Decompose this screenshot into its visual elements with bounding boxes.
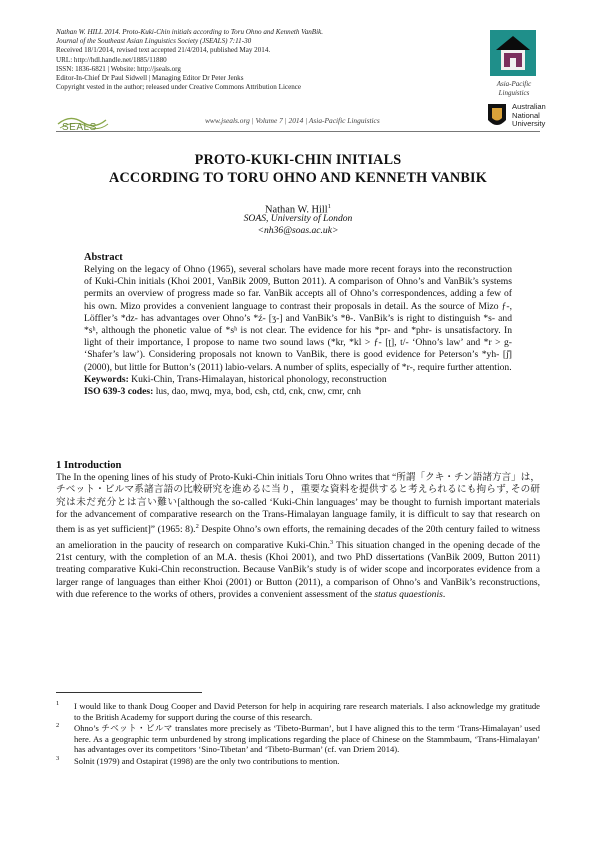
copyright-line: Copyright vested in the author; released under Creative Commons Attribution Licence — [56, 83, 302, 92]
section-heading-introduction: 1 Introduction — [56, 460, 122, 471]
footnote-number: 1 — [56, 700, 60, 707]
abstract-text: Relying on the legacy of Ohno (1965), several scholars have made more recent forays into the reconstruction of Kuki-Chin initials (Khoi 2001, VanBik 2009, Button 2011). A comparison of Ohno’s and VanBik’s systems permits an overview of progress made so far. VanBik accepts all of Ohno’s correspondences, adding a few of his own. Mizo provides a convenient language to contrast their proposals in detail. As the source of Mizo ƒ-, Löffler’s *dz- has advantages over Ohno’s *ź- [ʒ-] and VanBik’s *θ-. VanBik’s is right to distinguish *s- and *sʰ, although the phonetic value of *sʰ is not clear. The evidence for his *pr- and *phr- is unsatisfactory. In light of their importance, I propose to name two sound laws (*kr, *kl > ƒ- [ʈ], t/- ‘Ohno’s law’ and *r > g- ‘Shafer’s law’). Considering proposals not known to VanBik, there is good evidence for Peterson’s *yh- [j̊] (2000), but little for Button’s (2011) labio-velars. A number of splits, especially of *r-, require further attention. — [84, 264, 512, 373]
footnote-1 — [56, 701, 540, 722]
intro-text-3: This situation changed in the opening decade of the 21st century, with the completion of an M.A. thesis (Khoi 2001), and two PhD dissertations (VanBik 2009, Button 2011) treating comparative Kuki-Chin reconstruction. Because VanBik’s study is of wider scope and incorporates evidence from a larger range of languages than either Khoi (2001) or Button (2011), a comparison of Ohno’s and VanBik’s reconstructions, with due reference to the works of others, provides a convenient assessment of the — [56, 539, 540, 601]
intro-text-2: Despite Ohno’s own efforts, the remaining decades of the 20th century failed to witness an amelioration in the paucity of research on comparative Kuki-Chin. — [56, 524, 540, 551]
anu-line-2: National — [512, 110, 540, 120]
abstract-body — [84, 264, 512, 398]
author-affiliation — [56, 213, 540, 238]
intro-italic-term: status quaestionis — [374, 589, 443, 601]
introduction-body — [56, 472, 540, 601]
footnote-2 — [56, 723, 540, 755]
keywords-text: Kuki-Chin, Trans-Himalayan, historical phonology, reconstruction — [131, 373, 387, 385]
iso-codes-text: lus, dao, mwq, mya, bod, csh, ctd, cnk, cnw, cmr, cnh — [155, 386, 361, 398]
title-line-1: PROTO-KUKI-CHIN INITIALS — [194, 152, 402, 168]
footnote-marker-2[interactable]: 2 — [195, 523, 199, 531]
footnote-text: Solnit (1979) and Ostapirat (1998) are the only two contributions to mention. — [74, 755, 340, 766]
footnote-divider — [56, 692, 202, 693]
issn-line: ISSN: 1836-6821 | Website: http://jseals.org — [56, 64, 181, 73]
footnote-text: Ohno’s チベット・ビルマ translates more precisely as ‘Tibeto-Burman’, but I have aligned this to the term ‘Trans-Himalayan’ used here. As a geographic term unburdened by strong implications regarding the place of Chinese on the Stammbaum, ‘Trans-Himalayan’ has advantages over its competitors ‘Sino-Tibetan’ and ‘Tibeto-Burman’ (cf. van Driem 2014). — [74, 723, 540, 755]
author-footnote-marker[interactable]: 1 — [327, 203, 331, 210]
asia-pacific-label: Asia-Pacific Linguistics — [496, 80, 532, 97]
iso-codes-label: ISO 639-3 codes: — [84, 386, 154, 398]
footnote-number: 3 — [56, 754, 60, 762]
seals-logo-text: SEALS — [62, 122, 97, 133]
header-divider — [56, 131, 540, 132]
paper-title — [56, 152, 540, 187]
received-line: Received 18/1/2014, revised text accepted 21/4/2014, published May 2014. — [56, 46, 271, 55]
anu-line-3: University — [512, 119, 546, 129]
jseals-logo-icon — [490, 30, 536, 76]
author-email[interactable]: <nh36@soas.ac.uk> — [257, 225, 339, 237]
journal-line: Journal of the Southeast Asian Linguistics Society (JSEALS) 7:11-30 — [56, 37, 252, 46]
author-name-text: Nathan W. Hill — [265, 204, 328, 216]
anu-line-1: Australian — [512, 102, 546, 111]
editor-line: Editor-In-Chief Dr Paul Sidwell | Managing Editor Dr Peter Jenks — [56, 74, 244, 83]
footnote-3 — [56, 756, 540, 767]
intro-text-1: The In the opening lines of his study of Proto-Kuki-Chin initials Toru Ohno writes that “所謂「クキ・チン語諸方言」は，チベット・ビルマ系諸言語の比較研究を進めるに当り，重要な資料を提供すると考えられるにも拘らず, その研究は未だ充分とは言い難い[although the so-called ‘Kuki-Chin languages’ may be thought to furnish important materials for the advancement of comparative research on the Trans-Himalayan language family, it is difficult to say that research on them is as yet sufficient]” (1965: 8). — [56, 472, 540, 536]
footnotes — [56, 701, 540, 768]
journal-website-line: www.jseals.org | Volume 7 | 2014 | Asia-Pacific Linguistics — [205, 116, 380, 125]
abstract-heading: Abstract — [84, 252, 123, 263]
citation-line: Nathan W. HILL 2014. Proto-Kuki-Chin initials according to Toru Ohno and Kenneth VanBik. — [56, 28, 324, 36]
keywords-line — [84, 374, 512, 386]
anu-name — [512, 103, 546, 129]
introduction-paragraph — [56, 472, 540, 601]
iso-codes-line — [84, 386, 512, 398]
title-line-2: ACCORDING TO TORU OHNO AND KENNETH VANBIK — [109, 169, 487, 186]
url-line[interactable]: URL: http://hdl.handle.net/1885/11880 — [56, 55, 167, 64]
footnote-marker-3[interactable]: 3 — [329, 538, 334, 546]
footnote-text: I would like to thank Doug Cooper and David Peterson for help in acquiring rare research materials. I also acknowledge my gratitude to the British Academy for support during the course of this research. — [74, 701, 540, 722]
affiliation-text: SOAS, University of London — [243, 213, 353, 224]
keywords-label: Keywords: — [84, 373, 129, 385]
citation-header — [56, 28, 476, 92]
intro-text-end: . — [442, 589, 446, 601]
footnote-number: 2 — [56, 722, 60, 730]
